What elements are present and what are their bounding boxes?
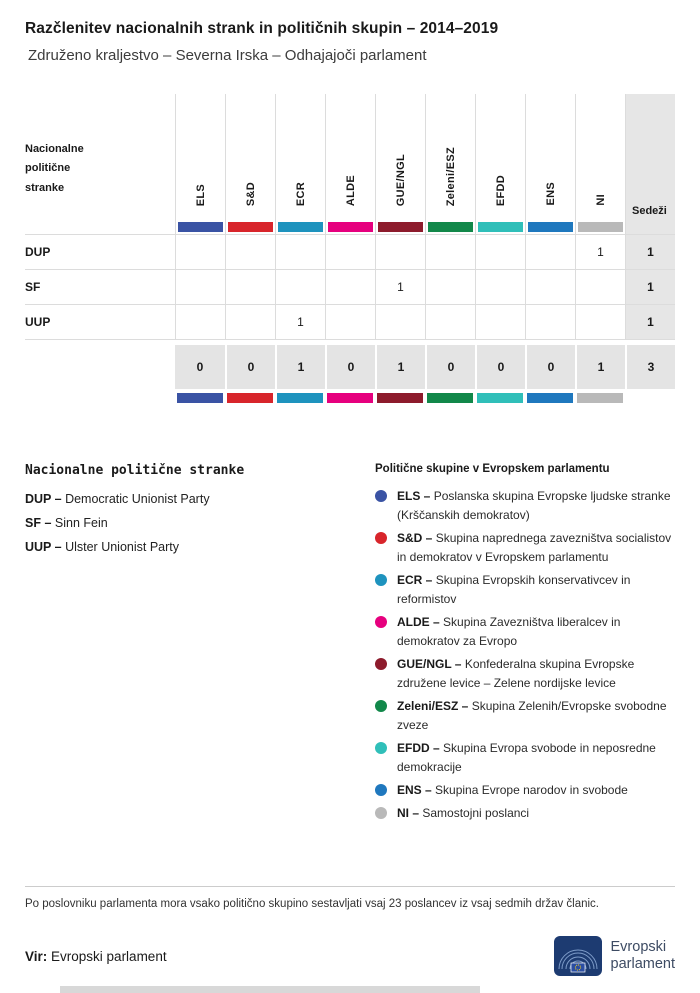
sd-color-dot [375, 532, 387, 544]
ni-color-dot [375, 807, 387, 819]
value-cell [225, 235, 275, 269]
value-cell [475, 270, 525, 304]
national-parties-legend [25, 463, 375, 827]
rules-note: Po poslovniku parlamenta mora vsako politično skupino sestavljati vsaj 23 poslancev iz vsaj sedmih držav članic. [25, 898, 600, 910]
party-name: DUP [25, 245, 51, 259]
ens-color-dot [375, 784, 387, 796]
table-row-dup [25, 234, 675, 269]
guengl-color-dot [375, 658, 387, 670]
legend-group-ni: NI – Samostojni poslanci [375, 804, 675, 823]
group-color-bar-guengl [378, 222, 423, 232]
ep-logo-wordmark: Evropski parlament [610, 938, 675, 972]
corner-label: Nacionalne politične stranke [25, 143, 84, 194]
group-color-bar-guengl [377, 393, 423, 403]
legend-group-els: ELS – Poslanska skupina Evropske ljudske stranke (Krščanskih demokratov) [375, 487, 675, 525]
group-color-bar-efdd [478, 222, 523, 232]
ep-hemicycle-icon [554, 936, 602, 976]
value-cell [175, 270, 225, 304]
page-subtitle: Združeno kraljestvo – Severna Irska – Odhajajoči parlament [28, 47, 427, 64]
seats-cell: 1 [625, 305, 675, 339]
total-cell: 0 [175, 345, 225, 389]
total-cell: 0 [325, 345, 375, 389]
els-color-dot [375, 490, 387, 502]
group-color-bar-ens [528, 222, 573, 232]
value-cell [575, 305, 625, 339]
value-cell [375, 305, 425, 339]
group-color-bar-sd [227, 393, 273, 403]
bottom-edge-strip [60, 986, 480, 993]
value-cell [325, 235, 375, 269]
column-header-ens: ENS [525, 94, 575, 222]
value-cell [475, 235, 525, 269]
group-color-bar-zeleni [427, 393, 473, 403]
group-color-bar-alde [328, 222, 373, 232]
total-cell: 0 [475, 345, 525, 389]
legend-group-alde: ALDE – Skupina Zavezništva liberalcev in demokratov za Evropo [375, 613, 675, 651]
column-header-els: ELS [175, 94, 225, 222]
column-header-alde: ALDE [325, 94, 375, 222]
party-name: UUP [25, 315, 51, 329]
group-color-bar-zeleni [428, 222, 473, 232]
group-color-bar-row-bottom [25, 393, 675, 405]
source-text: Vir: Evropski parlament [25, 948, 167, 964]
group-color-bar-efdd [477, 393, 523, 403]
total-cell: 1 [275, 345, 325, 389]
value-cell [475, 305, 525, 339]
group-color-bar-ni [577, 393, 623, 403]
total-cell: 0 [225, 345, 275, 389]
value-cell [525, 305, 575, 339]
legend-group-ens: ENS – Skupina Evrope narodov in svobode [375, 781, 675, 800]
political-groups-legend-heading: Politične skupine v Evropskem parlamentu [375, 463, 610, 475]
table-row-uup [25, 304, 675, 340]
group-color-bar-alde [327, 393, 373, 403]
value-cell [275, 270, 325, 304]
european-parliament-logo [554, 936, 675, 976]
zeleni-color-dot [375, 700, 387, 712]
total-cell: 0 [525, 345, 575, 389]
party-name: SF [25, 280, 41, 294]
column-header-ecr: ECR [275, 94, 325, 222]
legend-group-ecr: ECR – Skupina Evropskih konservativcev in reformistov [375, 571, 675, 609]
total-cell: 1 [375, 345, 425, 389]
value-cell [425, 235, 475, 269]
value-cell [325, 305, 375, 339]
value-cell [425, 305, 475, 339]
infographic-page [0, 20, 700, 972]
column-header-guengl: GUE/NGL [375, 94, 425, 222]
value-cell [425, 270, 475, 304]
legend-party-uup: UUP – Ulster Unionist Party [25, 540, 180, 554]
legend-group-guengl: GUE/NGL – Konfederalna skupina Evropske združene levice – Zelene nordijske levice [375, 655, 675, 693]
ecr-color-dot [375, 574, 387, 586]
table-totals-row [25, 345, 675, 389]
value-cell [325, 270, 375, 304]
legend-group-sd: S&D – Skupina naprednega zavezništva socialistov in demokratov v Evropskem parlamentu [375, 529, 675, 567]
legend-group-zeleni: Zeleni/ESZ – Skupina Zelenih/Evropske svobodne zveze [375, 697, 675, 735]
footer-divider [25, 886, 675, 887]
column-header-zeleni: Zeleni/ESZ [425, 94, 475, 222]
column-header-ni: NI [575, 94, 625, 222]
value-cell [575, 270, 625, 304]
legend-section [25, 463, 675, 827]
group-color-bar-row-top [25, 222, 675, 234]
value-cell [175, 305, 225, 339]
seats-cell: 1 [625, 235, 675, 269]
legend-group-efdd: EFDD – Skupina Evropa svobode in neposredne demokracije [375, 739, 675, 777]
page-title: Razčlenitev nacionalnih strank in političnih skupin – 2014–2019 [25, 20, 499, 37]
value-cell: 1 [275, 305, 325, 339]
group-color-bar-ni [578, 222, 623, 232]
total-cell: 0 [425, 345, 475, 389]
efdd-color-dot [375, 742, 387, 754]
group-color-bar-ecr [277, 393, 323, 403]
total-seats-cell: 3 [625, 345, 675, 389]
value-cell [225, 305, 275, 339]
political-groups-legend [375, 463, 675, 827]
group-color-bar-ecr [278, 222, 323, 232]
national-parties-legend-heading: Nacionalne politične stranke [25, 463, 245, 478]
legend-party-dup: DUP – Democratic Unionist Party [25, 492, 210, 506]
seats-cell: 1 [625, 270, 675, 304]
value-cell [525, 235, 575, 269]
table-row-sf [25, 269, 675, 304]
value-cell [375, 235, 425, 269]
value-cell [175, 235, 225, 269]
value-cell [275, 235, 325, 269]
value-cell: 1 [375, 270, 425, 304]
alde-color-dot [375, 616, 387, 628]
table-header-row [25, 94, 675, 222]
column-header-sd: S&D [225, 94, 275, 222]
value-cell [225, 270, 275, 304]
seats-table [25, 94, 675, 405]
column-header-efdd: EFDD [475, 94, 525, 222]
value-cell [525, 270, 575, 304]
group-color-bar-els [177, 393, 223, 403]
group-color-bar-els [178, 222, 223, 232]
total-cell: 1 [575, 345, 625, 389]
seats-column-header: Sedeži [625, 94, 675, 222]
group-color-bar-sd [228, 222, 273, 232]
value-cell: 1 [575, 235, 625, 269]
legend-party-sf: SF – Sinn Fein [25, 516, 108, 530]
group-color-bar-ens [527, 393, 573, 403]
